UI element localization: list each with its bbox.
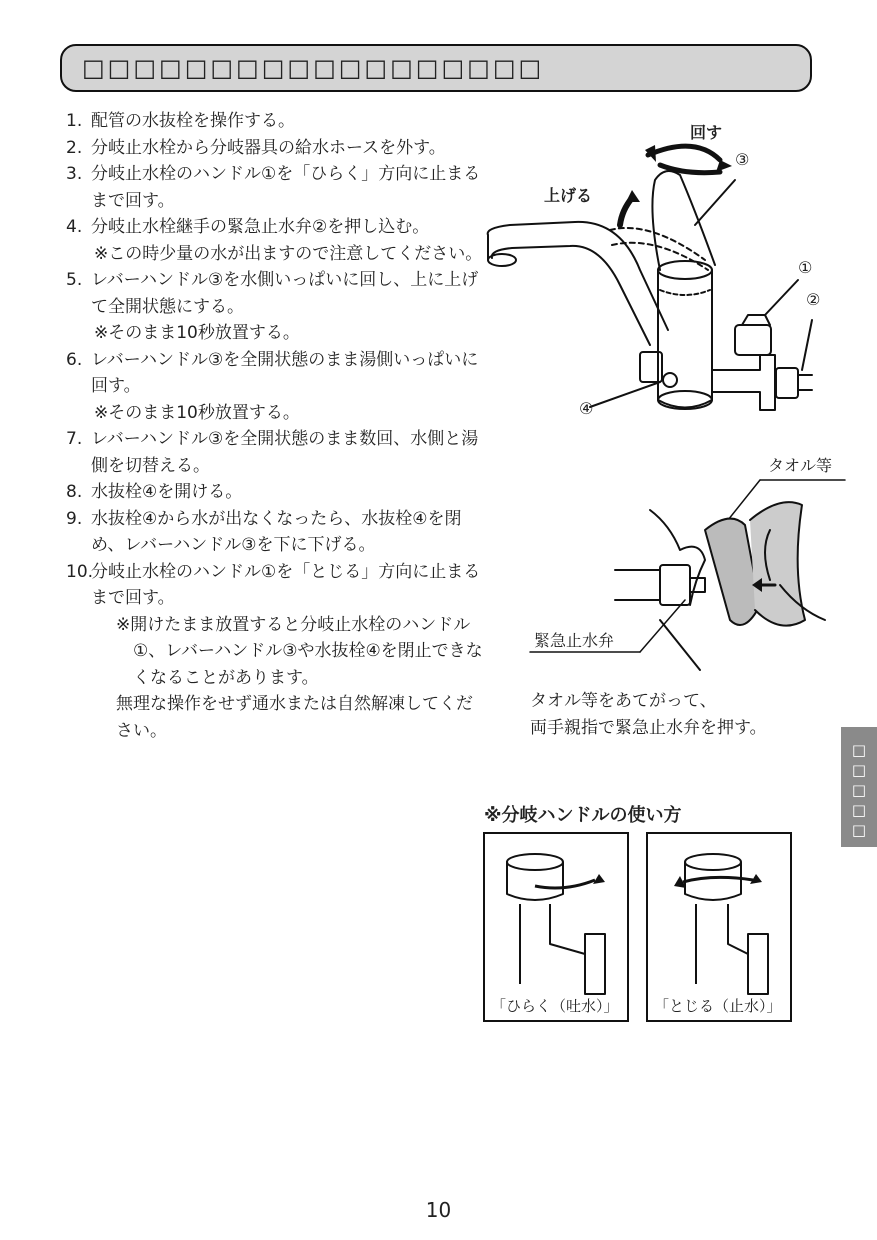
step-item: 9. 水抜栓④から水が出なくなったら、水抜栓④を閉め、レバーハンドル③を下に下げる。 [66, 508, 462, 555]
step-note: ※そのまま10秒放置する。 [94, 402, 300, 423]
close-label: 「とじる（止水）」 [654, 997, 782, 1015]
step-item: 2. 分岐止水栓から分岐器具の給水ホースを外す。 [66, 137, 446, 158]
step-item: 6. レバーハンドル③を全開状態のまま湯側いっぱいに回す。 [66, 349, 479, 396]
towel-label: タオル等 [768, 456, 833, 475]
step-item: 8. 水抜栓④を開ける。 [66, 482, 243, 502]
step-note: ※開けたまま放置すると分岐止水栓のハンドル①、レバーハンドル③や水抜栓④を閉止できなくなることがあります。 [116, 614, 483, 688]
step-item: 3. 分岐止水栓のハンドル①を「ひらく」方向に止まるまで回す。 [66, 164, 481, 211]
rotate-label: 回す [690, 123, 723, 142]
step-item: 7. レバーハンドル③を全開状態のまま数回、水側と湯側を切替える。 [66, 429, 479, 476]
side-tab [841, 727, 877, 847]
step-item: 10. 分岐止水栓のハンドル①を「とじる」方向に止まるまで回す。 [66, 561, 481, 608]
side-tab-text: □□□□□ [850, 741, 868, 841]
step-note-plain: 無理な操作をせず通水または自然解凍してください。 [116, 694, 473, 741]
steps-list [66, 108, 486, 744]
valve-close-illustration [658, 844, 784, 994]
step-note: ※そのまま10秒放置する。 [94, 323, 300, 343]
towel-caption [530, 688, 767, 742]
page-number: 10 [425, 1198, 452, 1222]
step-item: 5. レバーハンドル③を水側いっぱいに回し、上に上げて全開状態にする。 [66, 270, 479, 317]
caption-line-1: タオル等をあてがって、 [530, 691, 717, 711]
callout-3: ③ [735, 150, 750, 169]
lift-label: 上げる [544, 186, 593, 205]
panel-open [483, 832, 629, 1022]
callout-2: ② [806, 290, 821, 309]
section-title: □□□□□□□□□□□□□□□□□□ [82, 54, 545, 82]
usage-title: ※分岐ハンドルの使い方 [484, 805, 682, 826]
caption-line-2: 両手親指で緊急止水弁を押す。 [530, 718, 767, 738]
callout-4: ④ [579, 399, 594, 418]
step-item: 1. 配管の水抜栓を操作する。 [66, 111, 295, 131]
open-label: 「ひらく（吐水）」 [491, 997, 619, 1015]
emergency-valve-label: 緊急止水弁 [534, 631, 615, 650]
step-item: 4. 分岐止水栓継手の緊急止水弁②を押し込む。 [66, 217, 430, 237]
valve-open-illustration [495, 844, 621, 994]
callout-1: ① [798, 258, 813, 277]
section-header [60, 44, 812, 92]
panel-close [646, 832, 792, 1022]
faucet-illustration [480, 120, 840, 430]
step-note: ※この時少量の水が出ますので注意してください。 [94, 243, 483, 264]
